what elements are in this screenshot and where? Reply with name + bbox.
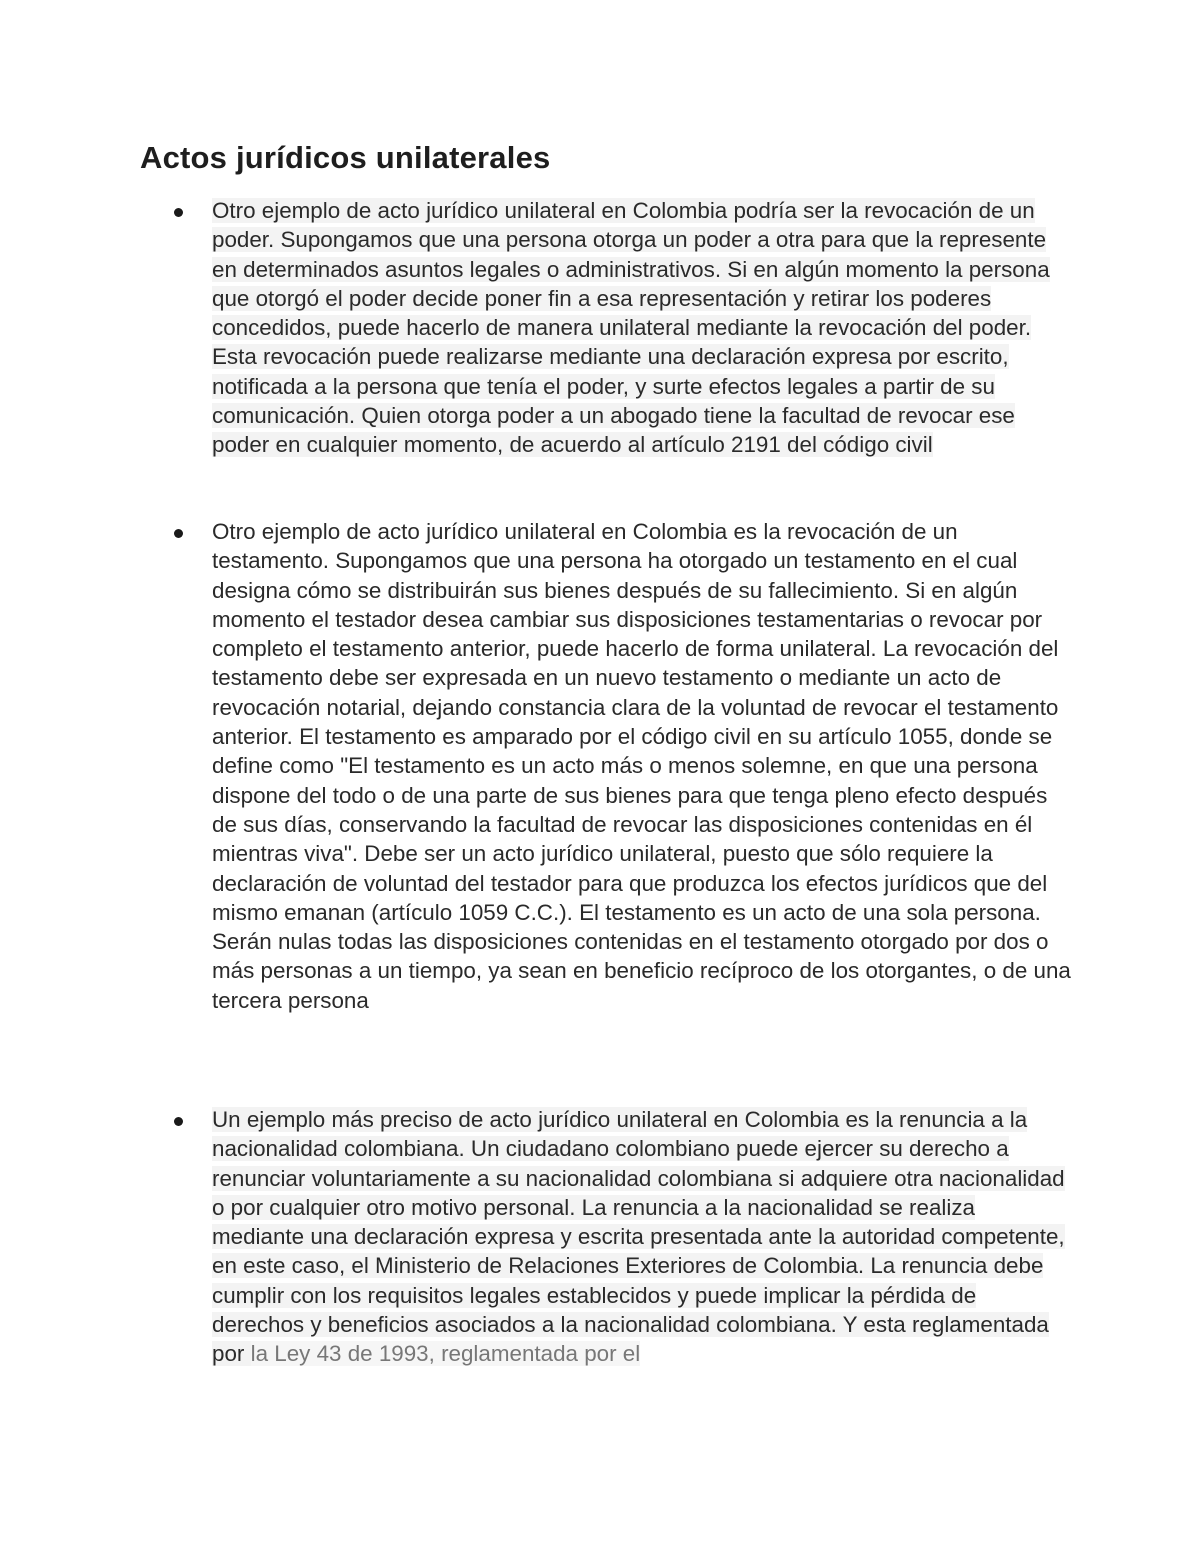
bullet-icon: [174, 529, 183, 538]
list-item-text: [212, 517, 1072, 1015]
list-item-text: [212, 196, 1072, 460]
bullet-icon: [174, 1117, 183, 1126]
paragraph-text: Otro ejemplo de acto jurídico unilateral en Colombia podría ser la revocación de un poder. Supongamos que una persona otorga un poder a otra para que la represente en determinados asuntos legales o administrativos. Si en algún momento la persona que otorgó el poder decide poner fin a esa representación y retirar los poderes concedidos, puede hacerlo de manera unilateral mediante la revocación del poder. Esta revocación puede realizarse mediante una declaración expresa por escrito, notificada a la persona que tenía el poder, y surte efectos legales a partir de su comunicación. Quien otorga poder a un abogado tiene la facultad de revocar ese poder en cualquier momento, de acuerdo al artículo 2191 del código civil: [212, 198, 1050, 458]
bullet-icon: [174, 208, 183, 217]
list-item-text: [212, 1105, 1072, 1369]
document-title: Actos jurídicos unilaterales: [140, 140, 551, 175]
law-reference-text: la Ley 43 de 1993, reglamentada por el: [250, 1341, 641, 1367]
paragraph-text: Un ejemplo más preciso de acto jurídico unilateral en Colombia es la renuncia a la nacionalidad colombiana. Un ciudadano colombiano puede ejercer su derecho a renunciar voluntariamente a su nacionalidad colombiana si adquiere otra nacionalidad o por cualquier otro motivo personal. La renuncia a la nacionalidad se realiza mediante una declaración expresa y escrita presentada ante la autoridad competente, en este caso, el Ministerio de Relaciones Exteriores de Colombia. La renuncia debe cumplir con los requisitos legales establecidos y puede implicar la pérdida de derechos y beneficios asociados a la nacionalidad colombiana. Y esta reglamentada por: [212, 1107, 1065, 1367]
paragraph-text: Otro ejemplo de acto jurídico unilateral en Colombia es la revocación de un testamento. Supongamos que una persona ha otorgado un testamento en el cual designa cómo se distribuirán sus bienes después de su fallecimiento. Si en algún momento el testador desea cambiar sus disposiciones testamentarias o revocar por completo el testamento anterior, puede hacerlo de forma unilateral. La revocación del testamento debe ser expresada en un nuevo testamento o mediante un acto de revocación notarial, dejando constancia clara de la voluntad de revocar el testamento anterior. El testamento es amparado por el código civil en su artículo 1055, donde se define como "El testamento es un acto más o menos solemne, en que una persona dispone del todo o de una parte de sus bienes para que tenga pleno efecto después de sus días, conservando la facultad de revocar las disposiciones contenidas en él mientras viva". Debe ser un acto jurídico unilateral, puesto que sólo requiere la declaración de voluntad del testador para que produzca los efectos jurídicos que del mismo emanan (artículo 1059 C.C.). El testamento es un acto de una sola persona. Serán nulas todas las disposiciones contenidas en el testamento otorgado por dos o más personas a un tiempo, ya sean en beneficio recíproco de los otorgantes, o de una tercera persona: [212, 519, 1071, 1013]
